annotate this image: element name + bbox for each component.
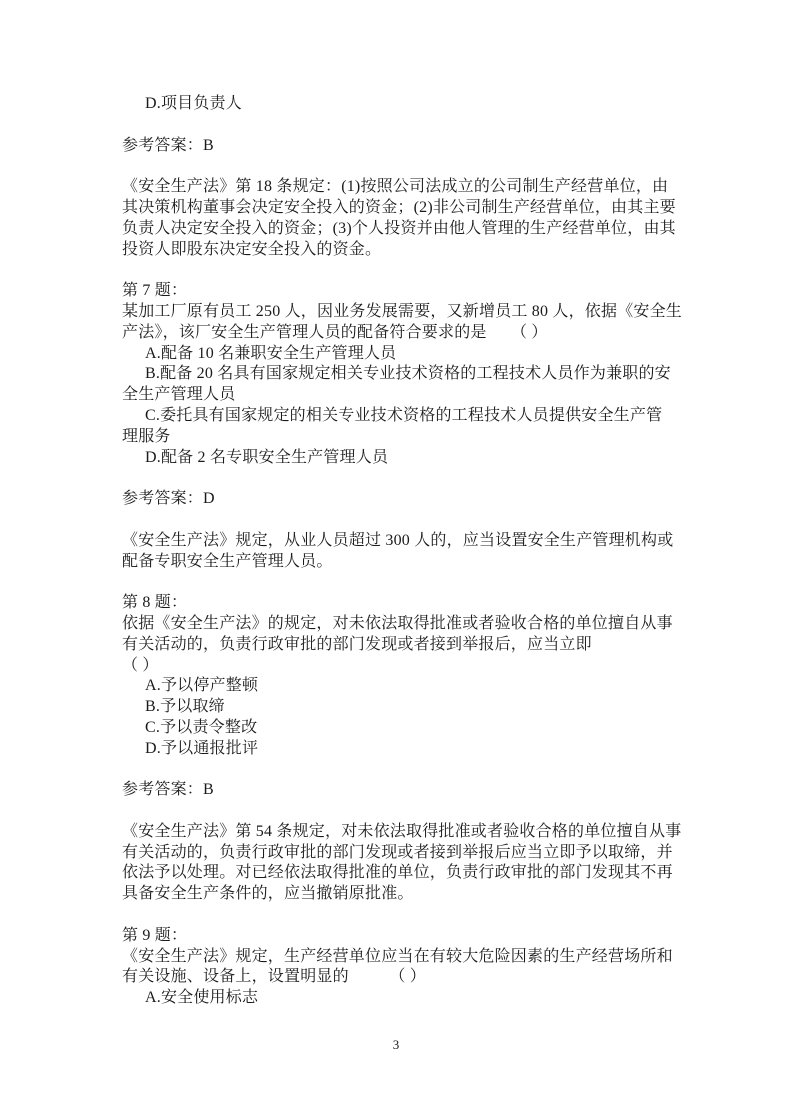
blank-line <box>122 115 722 136</box>
blank-line <box>122 760 722 781</box>
line-explanation: 有关活动的，负责行政审批的部门发现或者接到举报后应当立即予以取缔，并 <box>122 843 673 861</box>
blank-line <box>122 510 722 531</box>
line-question-number: 第 8 题： <box>122 594 188 612</box>
blank-line <box>122 156 722 177</box>
line-answer: 参考答案：B <box>122 136 214 154</box>
blank-line <box>122 468 722 489</box>
line-option: A.安全使用标志 <box>145 989 259 1007</box>
line-option: A.予以停产整顿 <box>145 677 259 695</box>
line-question-number: 第 7 题： <box>122 282 188 300</box>
line-stem: 《安全生产法》规定，生产经营单位应当在有较大危险因素的生产经营场所和 <box>122 947 673 965</box>
line-explanation: 投资人即股东决定安全投入的资金。 <box>122 240 382 258</box>
line-answer: 参考答案：D <box>122 490 215 508</box>
line-explanation: 负责人决定安全投入的资金；(3)个人投资并由他人管理的生产经营单位，由其 <box>122 219 676 237</box>
page-number: 3 <box>392 1037 400 1052</box>
line-option: C.委托具有国家规定的相关专业技术资格的工程技术人员提供安全生产管 <box>145 406 663 424</box>
line-option: C.予以责令整改 <box>145 718 258 736</box>
line-explanation: 《安全生产法》规定，从业人员超过 300 人的，应当设置安全生产管理机构或 <box>122 531 674 549</box>
document-content <box>122 94 722 1009</box>
line-option: B.配备 20 名具有国家规定相关专业技术资格的工程技术人员作为兼职的安 <box>145 365 671 383</box>
line-option: D.予以通报批评 <box>145 739 259 757</box>
line-option: D.配备 2 名专职安全生产管理人员 <box>145 448 389 466</box>
line-option-continuation: 全生产管理人员 <box>122 386 236 404</box>
line-option: D.项目负责人 <box>145 95 242 112</box>
line-answer: 参考答案：B <box>122 781 214 799</box>
blank-line <box>122 260 722 281</box>
line-explanation: 《安全生产法》第 54 条规定，对未依法取得批准或者验收合格的单位擅自从事 <box>122 822 682 840</box>
line-explanation: 依法予以处理。对已经依法取得批准的单位，负责行政审批的部门发现其不再 <box>122 864 673 882</box>
line-explanation: 《安全生产法》第 18 条规定：(1)按照公司法成立的公司制生产经营单位，由 <box>122 178 669 196</box>
line-stem: 有关活动的，负责行政审批的部门发现或者接到举报后，应当立即 <box>122 635 592 653</box>
blank-line <box>122 905 722 926</box>
line-stem: 依据《安全生产法》的规定，对未依法取得批准或者验收合格的单位擅自从事 <box>122 614 673 632</box>
line-answer-bracket: （ ） <box>122 656 159 674</box>
blank-line <box>122 572 722 593</box>
line-explanation: 配备专职安全生产管理人员。 <box>122 552 333 570</box>
line-explanation: 其决策机构董事会决定安全投入的资金；(2)非公司制生产经营单位，由其主要 <box>122 198 676 216</box>
line-stem: 有关设施、设备上，设置明显的 （ ） <box>122 968 427 986</box>
line-option: A.配备 10 名兼职安全生产管理人员 <box>145 344 397 362</box>
line-stem: 产法》，该厂安全生产管理人员的配备符合要求的是 （ ） <box>122 323 548 341</box>
line-option-continuation: 理服务 <box>122 427 171 445</box>
line-question-number: 第 9 题： <box>122 926 188 944</box>
line-explanation: 具备安全生产条件的，应当撤销原批准。 <box>122 885 414 903</box>
line-option: B.予以取缔 <box>145 698 225 716</box>
line-stem: 某加工厂原有员工 250 人，因业务发展需要，又新增员工 80 人，依据《安全生 <box>122 302 683 320</box>
blank-line <box>122 801 722 822</box>
